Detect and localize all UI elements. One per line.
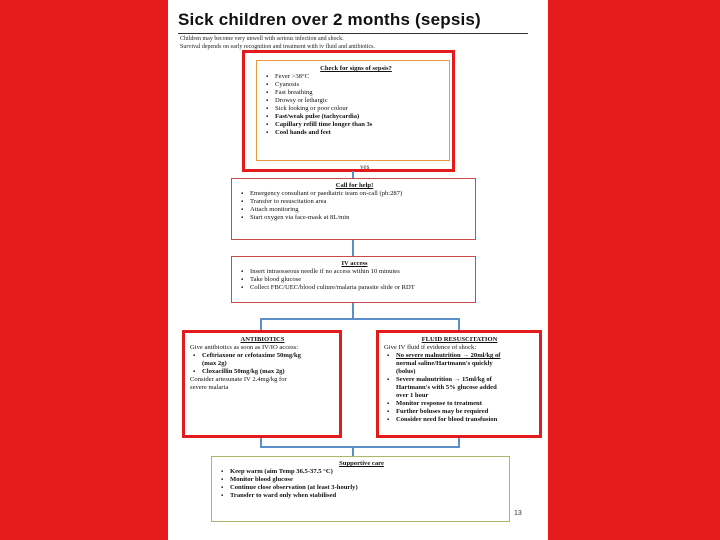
list-item: ▪ Further boluses may be required — [396, 408, 535, 416]
list-item: ▪ Insert intraosseous needle if no access within 10 minutes — [250, 268, 471, 276]
list-item-line: Severe malnutrition → 15ml/kg of — [396, 376, 492, 383]
list-item: ▪ Emergency consultant or paediatric team on-call (ph:287) — [250, 190, 471, 198]
list-item-line: (max 2g) — [202, 360, 227, 367]
intro-text — [180, 35, 525, 51]
fluid-heading: FLUID RESUSCITATION — [421, 336, 498, 343]
list-item-line: (bolus) — [396, 368, 416, 375]
sepsis-heading: Check for signs of sepsis? — [320, 65, 392, 72]
list-item — [396, 352, 535, 376]
iv-list — [238, 268, 471, 292]
list-item: ▪ Transfer to resuscitation area — [250, 198, 471, 206]
list-item: ▪ Monitor blood glucose — [230, 476, 505, 484]
help-heading: Call for help! — [335, 182, 374, 189]
list-item — [202, 352, 335, 368]
list-item: ▪ Drowsy or lethargic — [275, 97, 449, 105]
flow-continuation-label: yes — [360, 163, 370, 171]
title-divider — [178, 33, 528, 34]
list-item-line: normal saline/Hartmann's quickly — [396, 360, 493, 367]
page-number: 13 — [514, 510, 522, 517]
flow-arrow — [458, 438, 460, 446]
list-item: ▪ Fast/weak pulse (tachycardia) — [275, 113, 449, 121]
list-item-line: over 1 hour — [396, 392, 429, 399]
antibiotics-heading: ANTIBIOTICS — [240, 336, 285, 343]
intro-line: Children may become very unwell with serious infection and shock. — [180, 36, 344, 42]
supportive-care-box — [211, 456, 510, 522]
list-item: ▪ Keep warm (aim Temp 36.5-37.5 °C) — [230, 468, 505, 476]
list-item: ▪ Consider need for blood transfusion — [396, 416, 535, 424]
intro-line: Survival depends on early recognition and treatment with iv fluid and antibiotics. — [180, 44, 375, 50]
page-title: Sick children over 2 months (sepsis) — [178, 10, 481, 29]
antibiotics-lead: Give antibiotics as soon as IV/IO access: — [190, 344, 299, 351]
antibiotics-box — [182, 330, 342, 438]
flow-arrow — [260, 438, 262, 446]
list-item: ▪ Cool hands and feet — [275, 129, 449, 137]
fluid-lead: Give IV fluid if evidence of shock: — [384, 344, 477, 351]
flow-arrow — [458, 318, 460, 330]
list-item: ▪ Attach monitoring — [250, 206, 471, 214]
flow-arrow — [352, 303, 354, 318]
iv-heading: IV access — [341, 260, 368, 267]
flow-arrow — [352, 240, 354, 256]
list-item: ▪ Start oxygen via face-mask at 8L/min — [250, 214, 471, 222]
iv-access-box — [231, 256, 476, 303]
list-item-line: Hartmann's with 5% glucose added — [396, 384, 497, 391]
list-item: ▪ Cyanosis — [275, 81, 449, 89]
list-item-line: Ceftriaxone or cefotaxime 50mg/kg — [202, 352, 301, 359]
flow-arrow — [352, 446, 354, 456]
flow-arrow-branch — [260, 318, 460, 320]
list-item: ▪ Transfer to ward only when stabilised — [230, 492, 505, 500]
sepsis-signs-box — [256, 60, 450, 161]
supportive-list — [218, 468, 505, 500]
antibiotics-tail: Consider artesunate IV 2.4mg/kg for — [190, 376, 287, 383]
list-item-line: No severe malnutrition → 20ml/kg of — [396, 352, 501, 359]
call-for-help-box — [231, 178, 476, 240]
help-list — [238, 190, 471, 222]
list-item: ▪ Cloxacillin 50mg/kg (max 2g) — [202, 368, 335, 376]
list-item: ▪ Fever >38°C — [275, 73, 449, 81]
list-item: ▪ Sick looking or poor colour — [275, 105, 449, 113]
list-item: ▪ Collect FBC/UEC/blood culture/malaria parasite slide or RDT — [250, 284, 471, 292]
antibiotics-tail: severe malaria — [190, 384, 229, 391]
list-item: ▪ Fast breathing — [275, 89, 449, 97]
list-item — [396, 376, 535, 400]
list-item: ▪ Continue close observation (at least 3-hourly) — [230, 484, 505, 492]
flow-arrow — [260, 318, 262, 330]
sepsis-signs-list — [263, 73, 449, 137]
list-item: ▪ Monitor response to treatment — [396, 400, 535, 408]
flow-arrow-merge — [260, 446, 460, 448]
antibiotics-list — [190, 352, 335, 376]
fluid-list — [384, 352, 535, 424]
list-item: ▪ Take blood glucose — [250, 276, 471, 284]
list-item: ▪ Capillary refill time longer than 3s — [275, 121, 449, 129]
fluid-resuscitation-box — [376, 330, 542, 438]
supportive-heading: Supportive care — [339, 460, 384, 467]
